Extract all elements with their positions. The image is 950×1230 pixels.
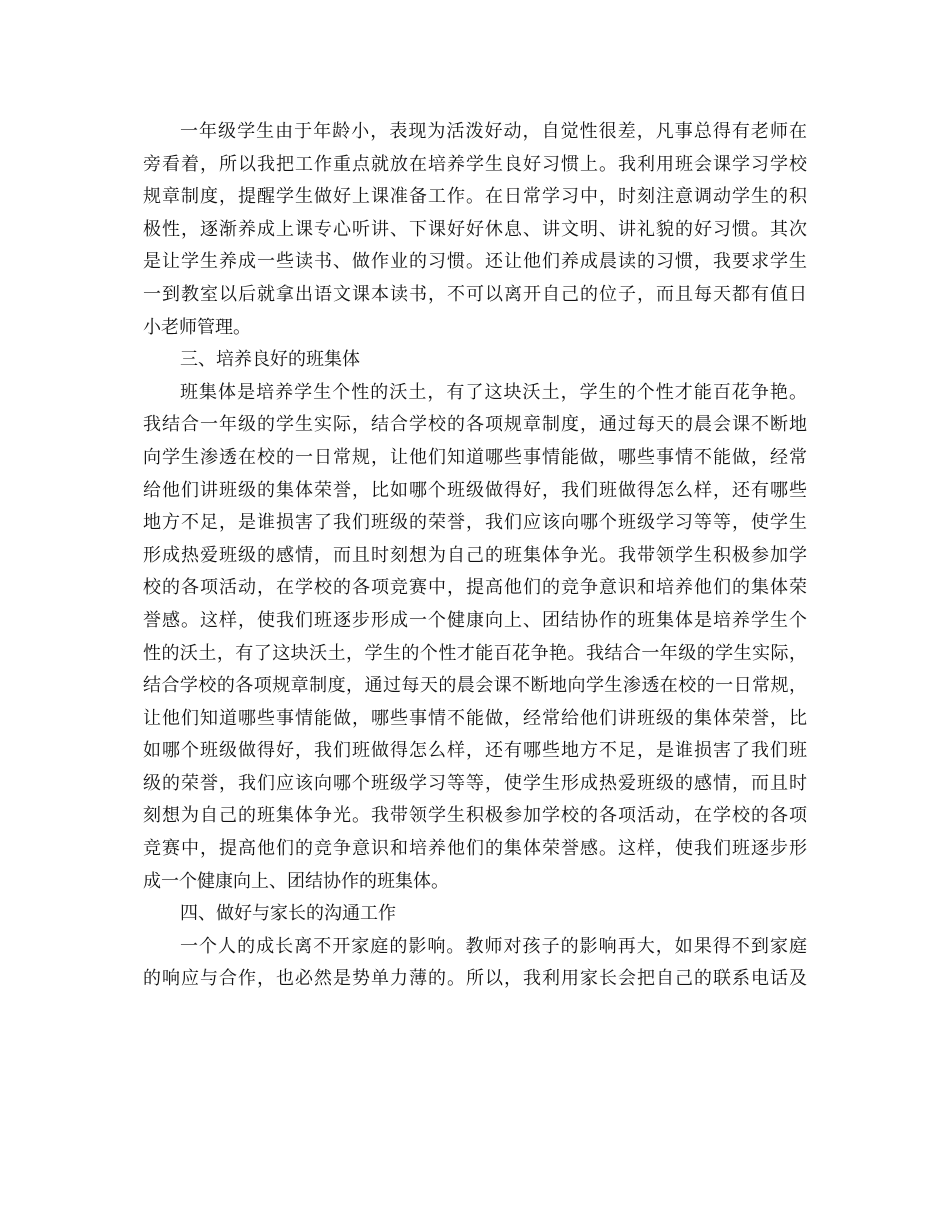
- paragraph-line: 结合学校的各项规章制度，通过每天的晨会课不断地向学生渗透在校的一日常规，: [143, 675, 807, 697]
- paragraph-line: 刻想为自己的班集体争光。我带领学生积极参加学校的各项活动，在学校的各项: [143, 805, 807, 827]
- paragraph-line: 性的沃土，有了这块沃土，学生的个性才能百花争艳。我结合一年级的学生实际，: [143, 642, 807, 664]
- paragraph-line: 让他们知道哪些事情能做，哪些事情不能做，经常给他们讲班级的集体荣誉，比: [143, 707, 807, 729]
- paragraph-line: 的响应与合作，也必然是势单力薄的。所以，我利用家长会把自己的联系电话及: [143, 968, 807, 990]
- paragraph-line: 给他们讲班级的集体荣誉，比如哪个班级做得好，我们班做得怎么样，还有哪些: [143, 479, 807, 501]
- paragraph-line: 一个人的成长离不开家庭的影响。教师对孩子的影响再大，如果得不到家庭: [180, 935, 807, 957]
- paragraph-line: 班集体是培养学生个性的沃土，有了这块沃土，学生的个性才能百花争艳。: [180, 381, 807, 403]
- paragraph-line: 地方不足，是谁损害了我们班级的荣誉，我们应该向哪个班级学习等等，使学生: [143, 512, 807, 534]
- paragraph-line: 一到教室以后就拿出语文课本读书，不可以离开自己的位子，而且每天都有值日: [143, 283, 807, 305]
- paragraph-line: 竞赛中，提高他们的竞争意识和培养他们的集体荣誉感。这样，使我们班逐步形: [143, 838, 807, 860]
- document-body: [143, 116, 807, 996]
- paragraph-line: 级的荣誉，我们应该向哪个班级学习等等，使学生形成热爱班级的感情，而且时: [143, 772, 807, 794]
- paragraph-line: 校的各项活动，在学校的各项竞赛中，提高他们的竞争意识和培养他们的集体荣: [143, 577, 807, 599]
- paragraph-line: 形成热爱班级的感情，而且时刻想为自己的班集体争光。我带领学生积极参加学: [143, 544, 807, 566]
- paragraph-line: 我结合一年级的学生实际，结合学校的各项规章制度，通过每天的晨会课不断地: [143, 414, 807, 436]
- paragraph-line: 成一个健康向上、团结协作的班集体。: [143, 870, 449, 892]
- paragraph-line: 一年级学生由于年龄小，表现为活泼好动，自觉性很差，凡事总得有老师在: [180, 121, 807, 142]
- paragraph-line: 如哪个班级做得好，我们班做得怎么样，还有哪些地方不足，是谁损害了我们班: [143, 740, 807, 762]
- paragraph-line: 小老师管理。: [143, 316, 251, 338]
- paragraph-line: 旁看着，所以我把工作重点就放在培养学生良好习惯上。我利用班会课学习学校: [143, 153, 807, 175]
- section-heading: 四、做好与家长的沟通工作: [180, 903, 396, 925]
- paragraph-line: 是让学生养成一些读书、做作业的习惯。还让他们养成晨读的习惯，我要求学生: [143, 251, 807, 273]
- paragraph-line: 誉感。这样，使我们班逐步形成一个健康向上、团结协作的班集体是培养学生个: [143, 609, 807, 631]
- paragraph-line: 极性，逐渐养成上课专心听讲、下课好好休息、讲文明、讲礼貌的好习惯。其次: [143, 218, 807, 240]
- section-heading: 三、培养良好的班集体: [180, 349, 360, 371]
- paragraph-line: 向学生渗透在校的一日常规，让他们知道哪些事情能做，哪些事情不能做，经常: [143, 446, 807, 468]
- paragraph-line: 规章制度，提醒学生做好上课准备工作。在日常学习中，时刻注意调动学生的积: [143, 186, 807, 208]
